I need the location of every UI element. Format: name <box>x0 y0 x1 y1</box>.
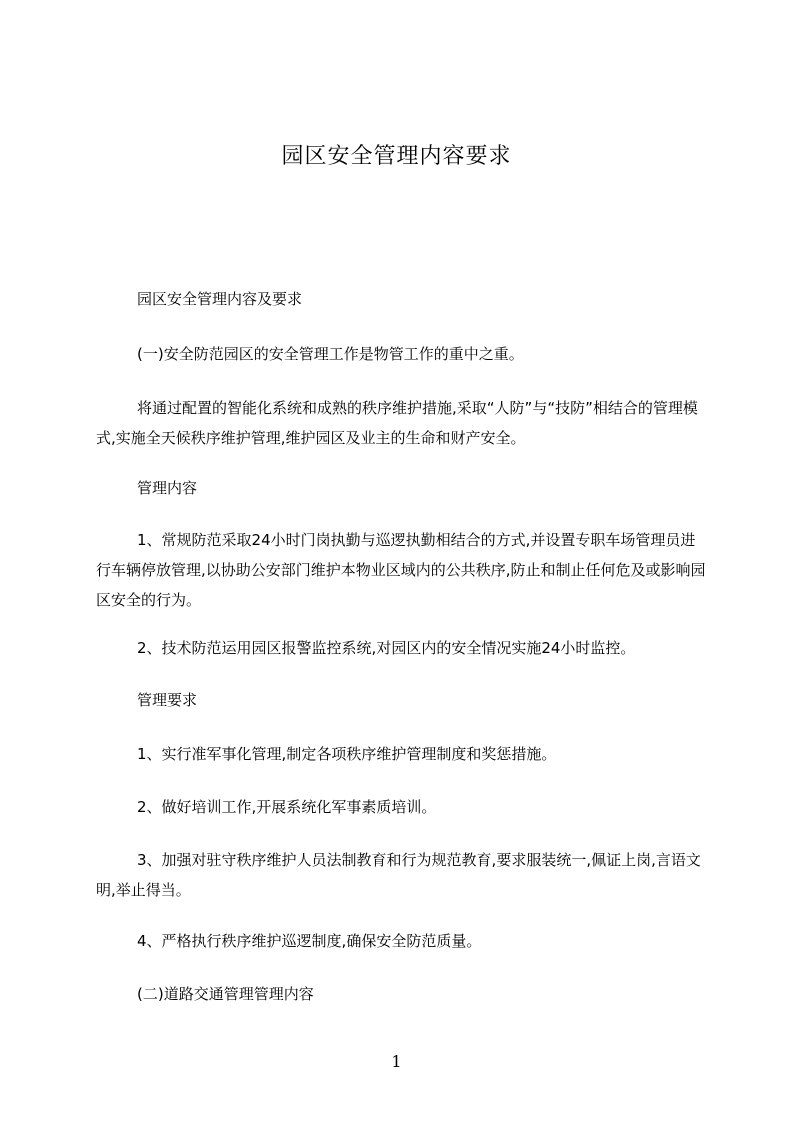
paragraph-requirement-2: 2、做好培训工作,开展系统化军事素质培训。 <box>137 798 437 816</box>
paragraph-management-content-heading: 管理内容 <box>137 479 198 497</box>
paragraph-requirement-3: 3、加强对驻守秩序维护人员法制教育和行为规范教育,要求服装统一,佩证上岗,言语文明,举止得当。 <box>96 851 701 899</box>
paragraph-technical-prevention: 2、技术防范运用园区报警监控系统,对园区内的安全情况实施24小时监控。 <box>137 639 636 657</box>
paragraph-security-intro: (一)安全防范园区的安全管理工作是物管工作的重中之重。 <box>137 345 524 363</box>
document-title: 园区安全管理内容要求 <box>281 144 512 169</box>
paragraph-management-requirements-heading: 管理要求 <box>137 691 198 709</box>
paragraph-management-mode: 将通过配置的智能化系统和成熟的秩序维护措施,采取“人防”与“技防”相结合的管理模式,实施全天候秩序维护管理,维护园区及业主的生命和财产安全。 <box>96 399 698 447</box>
paragraph-requirement-1: 1、实行准军事化管理,制定各项秩序维护管理制度和奖惩措施。 <box>137 745 557 763</box>
paragraph-requirement-4: 4、严格执行秩序维护巡逻制度,确保安全防范质量。 <box>137 932 482 950</box>
page-number: 1 <box>391 1052 402 1071</box>
paragraph-routine-prevention: 1、常规防范采取24小时门岗执勤与巡逻执勤相结合的方式,并设置专职车场管理员进行车辆停放管理,以协助公安部门维护本物业区域内的公共秩序,防止和制止任何危及或影响园区安全的行为。 <box>96 531 706 609</box>
paragraph-traffic-heading: (二)道路交通管理管理内容 <box>137 985 314 1003</box>
paragraph-section-heading: 园区安全管理内容及要求 <box>137 290 303 308</box>
